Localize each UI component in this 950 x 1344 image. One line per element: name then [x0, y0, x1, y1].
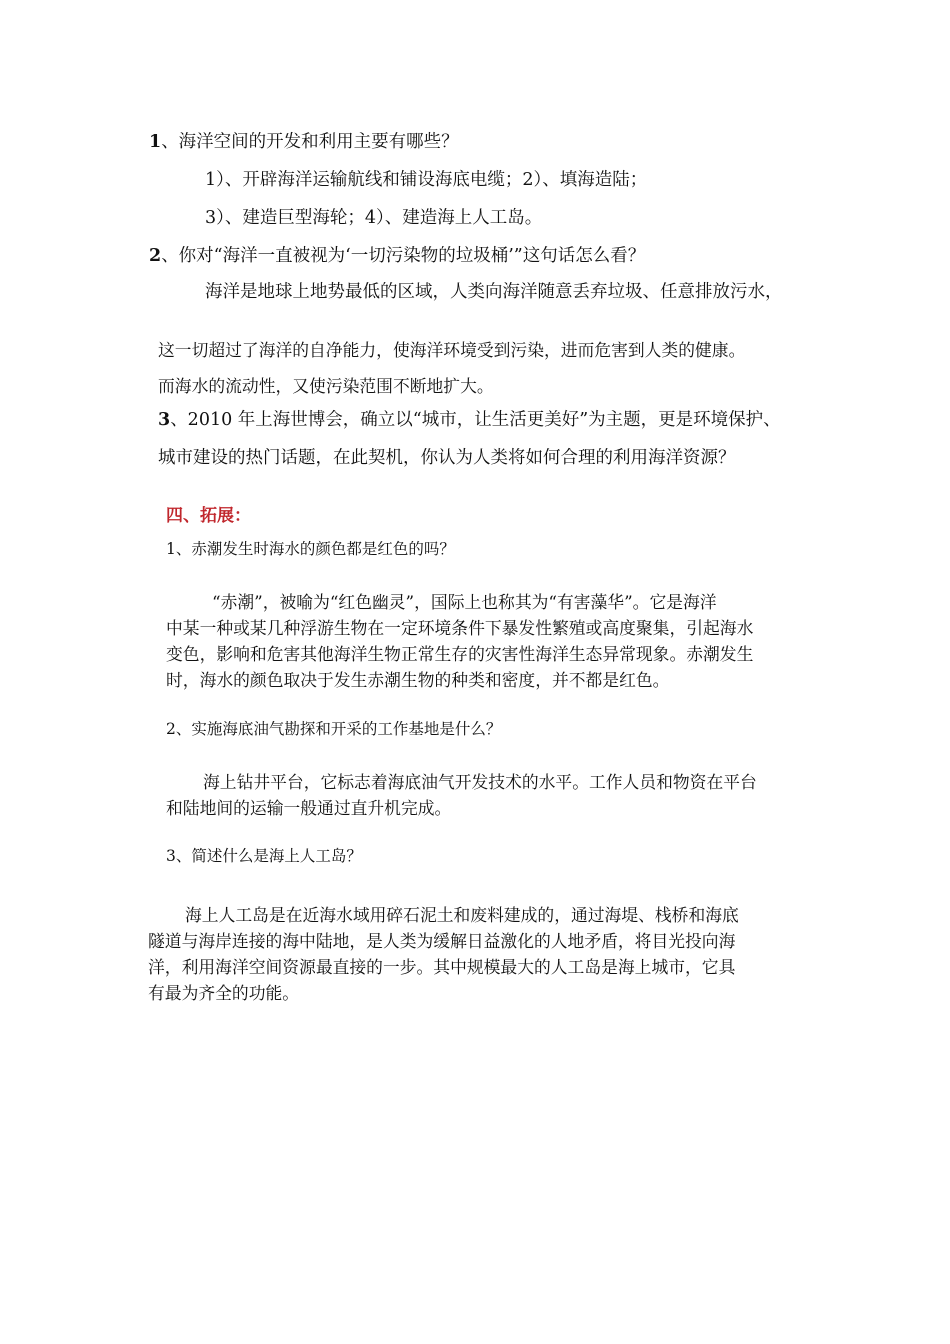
extension-3-answer-line-3: 洋，利用海洋空间资源最直接的一步。其中规模最大的人工岛是海上城市，它具: [148, 957, 736, 977]
extension-2-answer-line-2: 和陆地间的运输一般通过直升机完成。: [166, 798, 452, 818]
answer-2-line-3: 而海水的流动性，又使污染范围不断地扩大。: [158, 376, 494, 396]
extension-1-answer-line-3: 变色，影响和危害其他海洋生物正常生存的灾害性海洋生态异常现象。赤潮发生: [166, 644, 754, 664]
extension-3-answer-line-2: 隧道与海岸连接的海中陆地，是人类为缓解日益激化的人地矛盾，将目光投向海: [148, 931, 736, 951]
question-2-number: 2: [149, 246, 162, 266]
answer-2-line-2: 这一切超过了海洋的自净能力，使海洋环境受到污染，进而危害到人类的健康。: [158, 340, 746, 360]
section-heading-extension: 四、拓展：: [166, 506, 251, 526]
question-3-text-line-2: 城市建设的热门话题，在此契机，你认为人类将如何合理的利用海洋资源？: [158, 448, 736, 468]
answer-1-line-2: 3）、建造巨型海轮；4）、建造海上人工岛。: [205, 208, 543, 228]
answer-2-line-1: 海洋是地球上地势最低的区域，人类向海洋随意丢弃垃圾、任意排放污水，: [205, 282, 783, 302]
extension-2-question: 2、实施海底油气勘探和开采的工作基地是什么？: [166, 720, 502, 738]
extension-3-question: 3、简述什么是海上人工岛？: [166, 847, 362, 865]
question-1-text: 、海洋空间的开发和利用主要有哪些？: [161, 132, 459, 152]
extension-1-answer-line-2: 中某一种或某几种浮游生物在一定环境条件下暴发性繁殖或高度聚集，引起海水: [166, 618, 754, 638]
question-1-number: 1: [149, 132, 162, 152]
question-3-number: 3: [158, 410, 171, 430]
question-3-text-line-1: 、2010 年上海世博会，确立以“城市，让生活更美好”为主题，更是环境保护、: [170, 410, 781, 430]
extension-1-question: 1、赤潮发生时海水的颜色都是红色的吗？: [166, 540, 455, 558]
question-1: [149, 134, 459, 152]
extension-2-answer-line-1: 海上钻井平台，它标志着海底油气开发技术的水平。工作人员和物资在平台: [203, 772, 757, 792]
extension-1-answer-line-4: 时，海水的颜色取决于发生赤潮生物的种类和密度，并不都是红色。: [166, 670, 670, 690]
question-2-text: 、你对“海洋一直被视为‘一切污染物的垃圾桶’”这句话怎么看？: [161, 246, 646, 266]
answer-1-line-1: 1）、开辟海洋运输航线和铺设海底电缆；2）、填海造陆；: [205, 170, 648, 190]
extension-1-answer-line-1: “赤潮”，被喻为“红色幽灵”，国际上也称其为“有害藻华”。它是海洋: [212, 592, 717, 612]
question-3: [158, 412, 781, 430]
extension-3-answer-line-1: 海上人工岛是在近海水域用碎石泥土和废料建成的，通过海堤、栈桥和海底: [185, 905, 739, 925]
extension-3-answer-line-4: 有最为齐全的功能。: [148, 983, 300, 1003]
question-2: [149, 248, 645, 266]
